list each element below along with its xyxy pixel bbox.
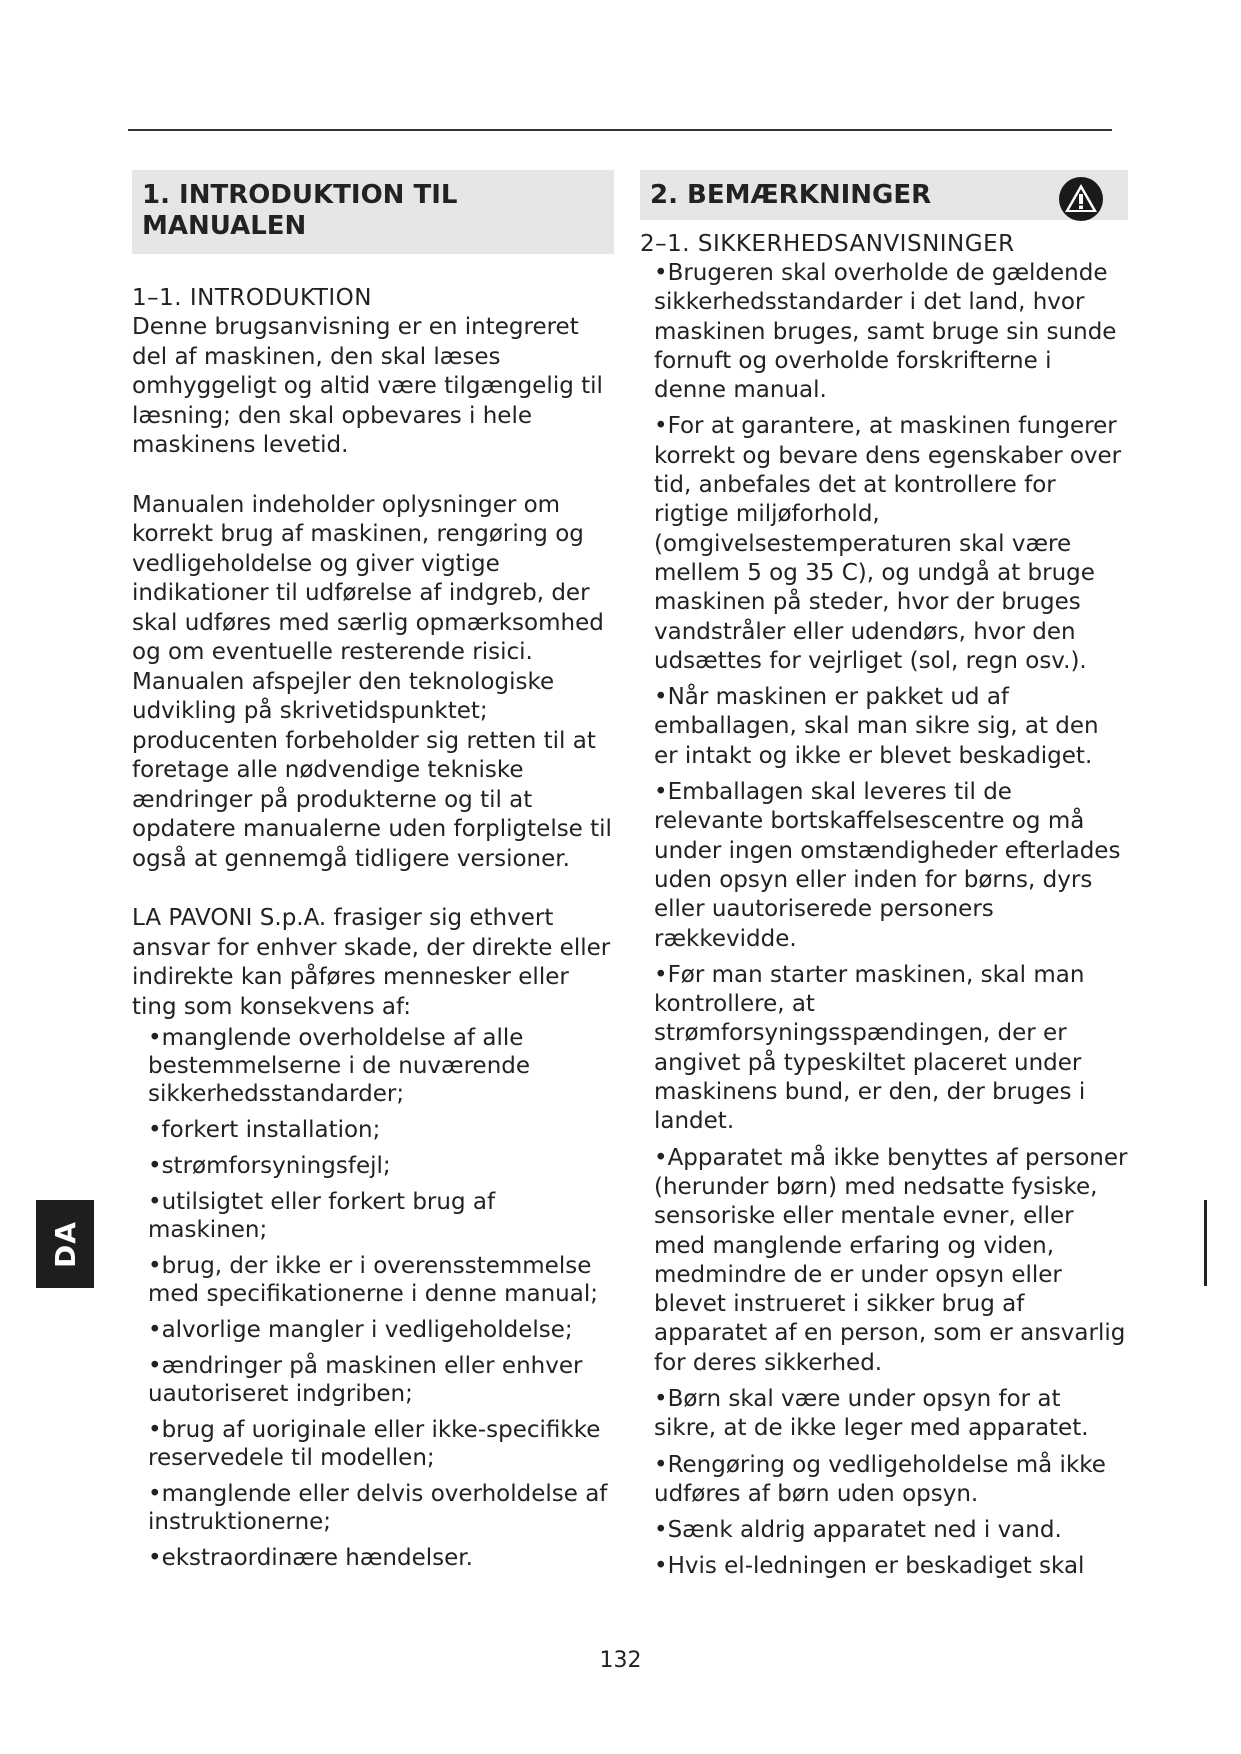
section-1-title: 1. INTRODUKTION TIL MANUALEN [142, 180, 458, 241]
list-item: •manglende eller delvis overholdelse af instruktionerne; [148, 1481, 608, 1535]
header-rule [128, 129, 1112, 131]
list-item: •Før man starter maskinen, skal man kontrollere, at strømforsyningsspændingen, der er angivet på typeskiltet placeret under maskinens bund, er den, der bruges i landet. [654, 961, 1086, 1135]
side-marker [1204, 1200, 1207, 1286]
liability-list [132, 1024, 614, 1572]
list-item: •Brugeren skal overholde de gældende sikkerhedsstandarder i det land, hvor maskinen bruges, samt bruge sin sunde fornuft og overholde forskrifterne i denne manual. [654, 260, 1117, 404]
list-item: •manglende overholdelse af alle bestemmelserne i de nuværende sikkerhedsstandarder; [148, 1025, 531, 1107]
intro-paragraph-2: Manualen indeholder oplysninger om korrekt brug af maskinen, rengøring og vedligeholdelse og giver vigtige indikationer til udførelse af indgreb, der skal udføres med særlig opmærksomhed og om eventuelle resterende risici. [132, 491, 604, 665]
list-item: •ekstraordinære hændelser. [148, 1545, 473, 1571]
list-item: •strømforsyningsfejl; [148, 1153, 391, 1179]
list-item: •For at garantere, at maskinen fungerer korrekt og bevare dens egenskaber over tid, anbefales det at kontrollere for rigtige miljøforhold, (omgivelsestemperaturen skal være mellem 5 og 35 C), og undgå at bruge maskinen på steder, hvor der bruges vandstråler eller udendørs, hvor den udsættes for vejrliget (sol, regn osv.). [654, 413, 1122, 674]
warning-icon [1056, 176, 1106, 222]
section-2-header [640, 170, 1128, 220]
list-item: •utilsigtet eller forkert brug af maskinen; [148, 1189, 496, 1243]
right-column [640, 170, 1128, 1589]
list-item: •Rengøring og vedligeholdelse må ikke udføres af børn uden opsyn. [654, 1451, 1106, 1507]
list-item: •brug, der ikke er i overensstemmelse med specifikationerne i denne manual; [148, 1253, 598, 1307]
section-2-title: 2. BEMÆRKNINGER [650, 180, 932, 210]
list-item: •Hvis el-ledningen er beskadiget skal [654, 1553, 1085, 1580]
list-item: •Børn skal være under opsyn for at sikre, at de ikke leger med apparatet. [654, 1385, 1089, 1442]
list-item: •alvorlige mangler i vedligeholdelse; [148, 1317, 573, 1343]
page-number: 132 [599, 1648, 642, 1673]
language-tab-label: DA [48, 1220, 82, 1268]
section-1-header [132, 170, 614, 254]
list-item: •ændringer på maskinen eller enhver uautoriseret indgriben; [148, 1353, 583, 1407]
section-2-1-subheading: 2–1. SIKKERHEDSANVISNINGER [640, 231, 1015, 257]
list-item: •Når maskinen er pakket ud af emballagen, skal man sikre sig, at den er intakt og ikke er blevet beskadiget. [654, 684, 1099, 769]
list-item: •Sænk aldrig apparatet ned i vand. [654, 1517, 1062, 1544]
list-item: •Emballagen skal leveres til de relevante bortskaffelsescentre og må under ingen omstændigheder efterlades uden opsyn eller inden for børns, dyrs eller uautoriserede personers rækkevidde. [654, 779, 1121, 952]
intro-paragraph-1: Denne brugsanvisning er en integreret del af maskinen, den skal læses omhyggeligt og altid være tilgængelig til læsning; den skal opbevares i hele maskinens levetid. [132, 314, 603, 458]
list-item: •Apparatet må ikke benyttes af personer (herunder børn) med nedsatte fysiske, sensoriske eller mentale evner, eller med manglende erfaring og viden, medmindre de er under opsyn eller blevet instrueret i sikker brug af apparatet af en person, som er ansvarlig for deres sikkerhed. [654, 1144, 1128, 1376]
list-item: •forkert installation; [148, 1117, 381, 1143]
intro-paragraph-4: LA PAVONI S.p.A. frasiger sig ethvert ansvar for enhver skade, der direkte eller indirekte kan påføres mennesker eller ting som konsekvens af: [132, 905, 611, 1020]
safety-list [640, 259, 1128, 1582]
language-tab [36, 1200, 94, 1288]
list-item: •brug af uoriginale eller ikke-specifikke reservedele til modellen; [148, 1417, 601, 1471]
left-column [132, 170, 614, 1580]
section-1-1-subheading: 1–1. INTRODUKTION [132, 285, 372, 311]
intro-paragraph-3: Manualen afspejler den teknologiske udvikling på skrivetidspunktet; producenten forbeholder sig retten til at foretage alle nødvendige tekniske ændringer på produkterne og til at opdatere manualerne uden forpligtelse til også at gennemgå tidligere versioner. [132, 668, 612, 872]
